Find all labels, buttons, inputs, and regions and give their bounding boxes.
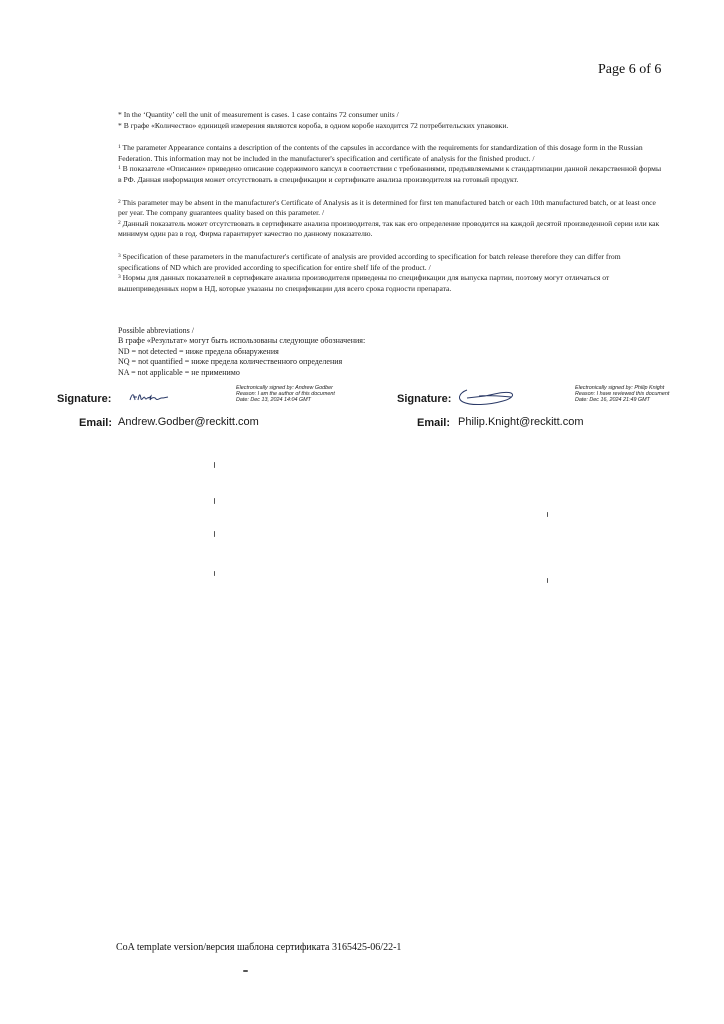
- abbreviations-intro: В графе «Результат» могут быть использованы следующие обозначения:: [118, 336, 366, 346]
- scan-speck: [243, 970, 248, 972]
- signature-right-image: [455, 385, 519, 411]
- footnote-2-marker: 2: [118, 198, 121, 205]
- signature-label-right: Signature:: [397, 393, 452, 405]
- email-label-left: Email:: [79, 417, 113, 429]
- e-signature-right-signed-by: Electronically signed by: Philip Knight: [575, 385, 665, 391]
- footnote-3-marker: 3: [118, 252, 121, 259]
- footnote-1-marker: 1: [118, 144, 121, 151]
- email-left: Andrew.Godber@reckitt.com: [118, 416, 259, 428]
- footnote-3-en-text: Specification of these parameters in the manufacturer's certificate of analysis are provided according to specification for batch release therefore they can differ from specifications of ND which are provided according to specification for entire shelf life of the product. /: [118, 251, 621, 272]
- abbreviations: [118, 326, 518, 378]
- abbreviation-nd: ND = not detected = ниже предела обнаружения: [118, 346, 279, 356]
- scan-speck: [214, 571, 215, 576]
- template-version-footer: CoA template version/версия шаблона сертификата 3165425-06/22-1: [116, 942, 402, 953]
- quantity-note-en: * In the ‘Quantity’ cell the unit of measurement is cases. 1 case contains 72 consumer units /: [118, 110, 399, 119]
- abbreviation-nq: NQ = not quantified = ниже предела количественного определения: [118, 357, 343, 367]
- footnote-3-ru-text: Нормы для данных показателей в сертификате анализа производителя приведены по спецификации для выпуска партии, поэтому могут отличаться от вышеприведенных норм в НД, которые указаны по спецификации для всего срока годности препарата.: [118, 273, 610, 293]
- scan-speck: [547, 512, 548, 517]
- footnote-3-ru-marker: 3: [118, 274, 121, 281]
- signature-label-left: Signature:: [57, 393, 112, 405]
- scan-speck: [214, 498, 215, 504]
- e-signature-left-date: Date: Dec 13, 2024 14:04 GMT: [236, 397, 311, 404]
- e-signature-right-date: Date: Dec 16, 2024 21:49 GMT: [575, 397, 650, 404]
- e-signature-left: [236, 385, 366, 404]
- e-signature-right: [575, 385, 705, 404]
- footnote-3-ru: [118, 273, 664, 294]
- footnotes: [118, 110, 664, 294]
- footnote-2-ru-marker: 2: [118, 219, 121, 226]
- footnote-1-en-text: The parameter Appearance contains a description of the contents of the capsules in accordance with the requirements for standardization of this dosage form in the Russian Federation. This information may not be included in the manufacturer's specification and certificate of analysis for the finished product. /: [118, 143, 643, 163]
- scan-speck: [214, 531, 215, 537]
- footnote-3-en: [118, 252, 664, 273]
- e-signature-left-signed-by: Electronically signed by: Andrew Godber: [236, 385, 333, 391]
- scan-speck: [547, 578, 548, 583]
- email-right: Philip.Knight@reckitt.com: [458, 416, 584, 428]
- footnote-2-ru-text: Данный показатель может отсутствовать в сертификате анализа производителя, так как его определение проводится на каждой десятой произведенной серии или как минимум один раз в год. Фирма гарантирует качество по данному показателю.: [118, 218, 660, 239]
- footnote-1-en: [118, 143, 664, 164]
- abbreviation-na: NA = not applicable = не применимо: [118, 367, 240, 377]
- footnote-1-ru: [118, 164, 664, 185]
- footnote-1-ru-marker: 1: [118, 165, 121, 172]
- e-signature-left-reason: Reason: I am the author of this document: [236, 391, 335, 398]
- footnote-2-ru: [118, 219, 664, 240]
- email-label-right: Email:: [417, 417, 451, 429]
- signature-left-image: [128, 389, 170, 405]
- scan-speck: [214, 462, 215, 468]
- e-signature-right-reason: Reason: I have reviewed this document: [575, 391, 670, 398]
- abbreviations-title: Possible abbreviations /: [118, 326, 194, 335]
- footnote-1-ru-text: В показателе «Описание» приведено описание содержимого капсул в соответствии с требованиями, предъявляемыми к стандартизации данной лекарственной формы в РФ. Данная информация может отсутствовать в спецификации и сертификате анализа производителя на готовый продукт.: [118, 164, 662, 184]
- page-number: Page 6 of 6: [598, 62, 662, 77]
- footnote-2-en-text: This parameter may be absent in the manufacturer's Certificate of Analysis as it is determined for first ten manufactured batch or each 10th manufactured batch, or at least once per year. The company guarantees quality based on this parameter. /: [118, 197, 656, 218]
- footnote-2-en: [118, 198, 664, 219]
- quantity-note-ru: * В графе «Количество» единицей измерения являются коробa, в одном коробе находится 72 потребительских упаковки.: [118, 120, 509, 130]
